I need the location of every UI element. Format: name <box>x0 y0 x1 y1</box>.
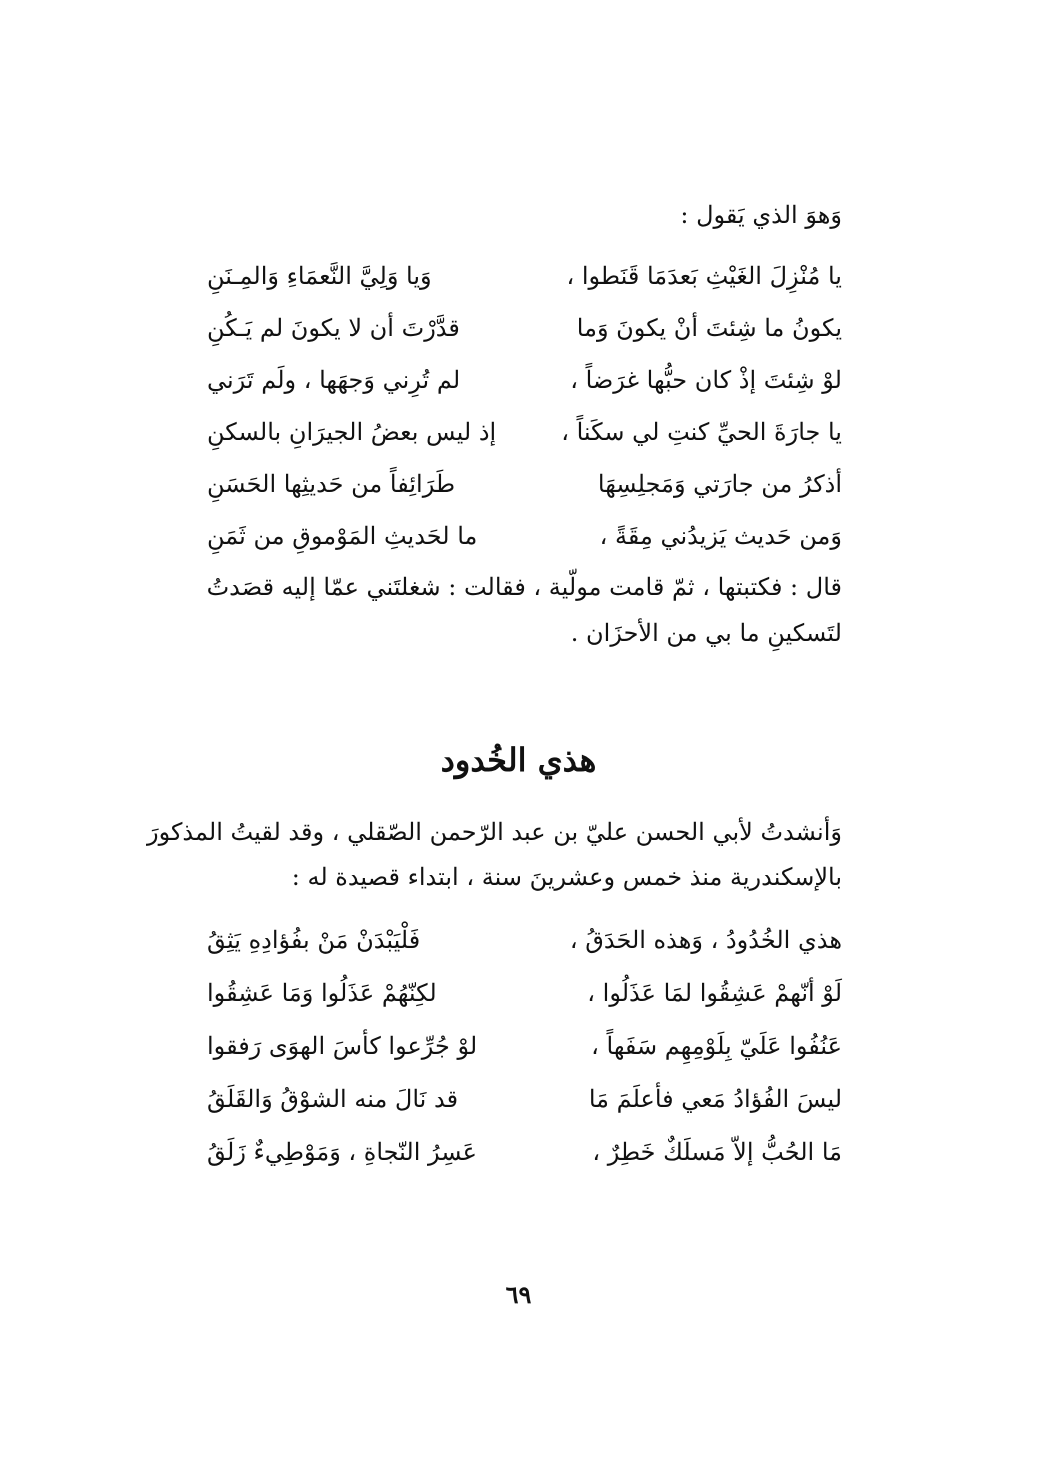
second-hemistich: لم تُرِني وَجهَها ، ولَم تَرَني <box>207 366 461 394</box>
first-hemistich: ليسَ الفُؤادُ مَعي فأعلَمَ مَا <box>588 1084 842 1113</box>
second-hemistich: ما لحَديثِ المَوْموقِ من ثَمَنِ <box>207 522 478 550</box>
verse-line <box>207 406 842 458</box>
second-hemistich: لوْ جُرِّعوا كأسَ الهوَى رَفقوا <box>207 1031 478 1060</box>
poem-1 <box>207 250 842 562</box>
intro-line: وَهوَ الذي يَقول : <box>680 201 842 229</box>
second-hemistich: فَلْيَبْدَنْ مَنْ بفُؤادِهِ يَثِقُ <box>207 925 421 954</box>
first-hemistich: يا جارَةَ الحيِّ كنتِ لي سكَناً ، <box>561 418 842 446</box>
verse-line <box>207 1072 842 1125</box>
verse-line <box>207 354 842 406</box>
first-hemistich: لَوْ أنّهمْ عَشِقُوا لمَا عَذَلُوا ، <box>587 978 842 1007</box>
page-number: ٦٩ <box>505 1280 532 1309</box>
verse-line <box>207 913 842 966</box>
verse-line <box>207 302 842 354</box>
paragraph-line: وَأنشدتُ لأبي الحسن عليّ بن عبد الرّحمن الصّقلي ، وقد لقيتُ المذكورَ <box>147 818 842 846</box>
first-hemistich: يا مُنْزِلَ الغَيْثِ بَعدَمَا قَنَطوا ، <box>566 262 842 290</box>
verse-line <box>207 1019 842 1072</box>
verse-line <box>207 458 842 510</box>
first-hemistich: لوْ شِئتَ إذْ كان حبُّها غرَضاً ، <box>570 366 842 394</box>
first-hemistich: يكونُ ما شِئتَ أنْ يكونَ وَما <box>576 314 842 342</box>
verse-line <box>207 1125 842 1178</box>
verse-line <box>207 510 842 562</box>
verse-line <box>207 966 842 1019</box>
poem-2 <box>207 913 842 1178</box>
first-hemistich: أذكرُ من جارَتي وَمَجلِسِهَا <box>597 470 842 498</box>
second-hemistich: طَرَائِفاً من حَديثِها الحَسَنِ <box>207 470 456 498</box>
verse-line <box>207 250 842 302</box>
second-hemistich: وَيا وَلِيَّ النَّعمَاءِ وَالمِـنَنِ <box>207 262 432 290</box>
second-hemistich: قد نَالَ منه الشوْقُ وَالقَلَقُ <box>207 1084 459 1113</box>
second-hemistich: إذ ليس بعضُ الجيرَانِ بالسكنِ <box>207 418 497 446</box>
narration-line: لتَسكينِ ما بي من الأحزَان . <box>570 619 842 647</box>
narration-line: قال : فكتبتها ، ثمّ قامت مولّية ، فقالت : شغلتَني عمّا إليه قصَدتُ <box>206 573 842 601</box>
second-hemistich: قدَّرْتَ أن لا يكونَ لم يَـكُنِ <box>207 314 460 342</box>
first-hemistich: عَنُفُوا عَلَيّ بِلَوْمِهِم سَفَهاً ، <box>591 1031 842 1060</box>
second-hemistich: لكِنّهُمْ عَذَلُوا وَمَا عَشِقُوا <box>207 978 437 1007</box>
first-hemistich: هذي الخُدُودُ ، وَهذه الحَدَقُ ، <box>569 925 842 954</box>
paragraph-line: بالإسكندرية منذ خمس وعشرينَ سنة ، ابتداء قصيدة له : <box>291 863 842 891</box>
first-hemistich: وَمن حَديث يَزيدُني مِقَةً ، <box>599 522 842 550</box>
first-hemistich: مَا الحُبُّ إلاّ مَسلَكٌ خَطِرٌ ، <box>592 1137 842 1166</box>
second-hemistich: عَسِرُ النّجاةِ ، وَمَوْطِيءٌ زَلَقُ <box>207 1137 477 1166</box>
section-title: هذي الخُدود <box>440 741 597 779</box>
